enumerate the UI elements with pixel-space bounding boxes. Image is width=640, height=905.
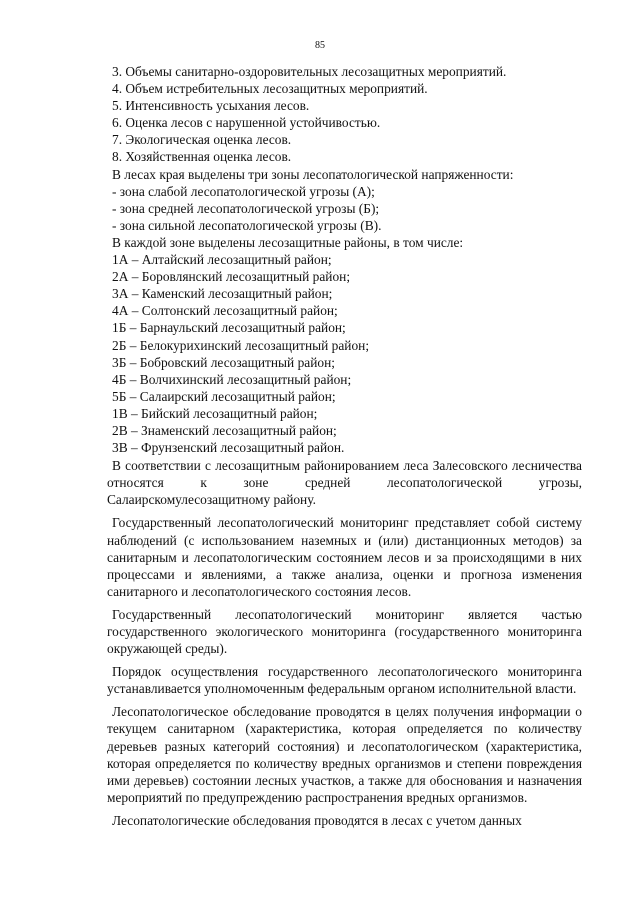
- list-item: 5. Интенсивность усыхания лесов.: [112, 98, 310, 114]
- district-item: 3Б – Бобровский лесозащитный район;: [112, 354, 335, 370]
- paragraph: Лесопатологическое обследование проводятся в целях получения информации о текущем санитарном (характеристика, которая определяется по количеству деревьев разных категорий состояния) и лесопатологическом (характеристика, которая определяется по количеству вредных организмов и степени повреждения ими деревьев) состоянии лесных участков, а также для обоснования и назначения мероприятий по предупреждению распространения вредных организмов.: [107, 704, 582, 805]
- district-item: 2Б – Белокурихинский лесозащитный район;: [112, 337, 370, 353]
- district-item: 1В – Бийский лесозащитный район;: [112, 405, 318, 421]
- list-item: 6. Оценка лесов с нарушенной устойчивостью.: [112, 115, 381, 131]
- district-item: 1А – Алтайский лесозащитный район;: [112, 252, 332, 268]
- district-item: 3А – Каменский лесозащитный район;: [112, 286, 333, 302]
- districts-intro: В каждой зоне выделены лесозащитные районы, в том числе:: [112, 234, 464, 250]
- district-item: 4Б – Волчихинский лесозащитный район;: [112, 371, 352, 387]
- paragraph: Государственный лесопатологический мониторинг является частью государственного экологического мониторинга (государственного мониторинга окружающей среды).: [107, 606, 582, 657]
- zone-item: - зона слабой лесопатологической угрозы (А);: [112, 183, 375, 199]
- district-item: 2А – Боровлянский лесозащитный район;: [112, 269, 351, 285]
- page-number: 85: [315, 40, 325, 51]
- list-item: 4. Объем истребительных лесозащитных мероприятий.: [112, 81, 428, 97]
- paragraph: В соответствии с лесозащитным районированием леса Залесовского лесничества относятся к зоне средней лесопатологической угрозы, Салаирскомулесозащитному району.: [107, 458, 582, 508]
- list-item: 3. Объемы санитарно-оздоровительных лесозащитных мероприятий.: [112, 64, 507, 79]
- district-item: 3В – Фрунзенский лесозащитный район.: [112, 440, 345, 456]
- district-item: 1Б – Барнаульский лесозащитный район;: [112, 320, 346, 336]
- list-item: 7. Экологическая оценка лесов.: [112, 132, 292, 148]
- zone-item: - зона средней лесопатологической угрозы (Б);: [112, 200, 380, 216]
- paragraph: Государственный лесопатологический мониторинг представляет собой систему наблюдений (с использованием наземных и (или) дистанционных методов) за санитарным и лесопатологическим состоянием лесов и за происходящими в них процессами и явлениями, а также анализа, оценки и прогноза изменения санитарного и лесопатологического состояния лесов.: [107, 515, 582, 599]
- paragraph: Порядок осуществления государственного лесопатологического мониторинга устанавливается уполномоченным федеральным органом исполнительной власти.: [107, 664, 582, 697]
- page-content: [107, 63, 582, 830]
- district-item: 2В – Знаменский лесозащитный район;: [112, 422, 337, 438]
- zones-intro: В лесах края выделены три зоны лесопатологической напряженности:: [112, 166, 514, 182]
- district-item: 5Б – Салаирский лесозащитный район;: [112, 388, 336, 404]
- zone-item: - зона сильной лесопатологической угрозы (В).: [112, 217, 382, 233]
- district-item: 4А – Солтонский лесозащитный район;: [112, 303, 338, 319]
- paragraph: Лесопатологические обследования проводятся в лесах с учетом данных: [112, 812, 522, 828]
- list-item: 8. Хозяйственная оценка лесов.: [112, 149, 292, 165]
